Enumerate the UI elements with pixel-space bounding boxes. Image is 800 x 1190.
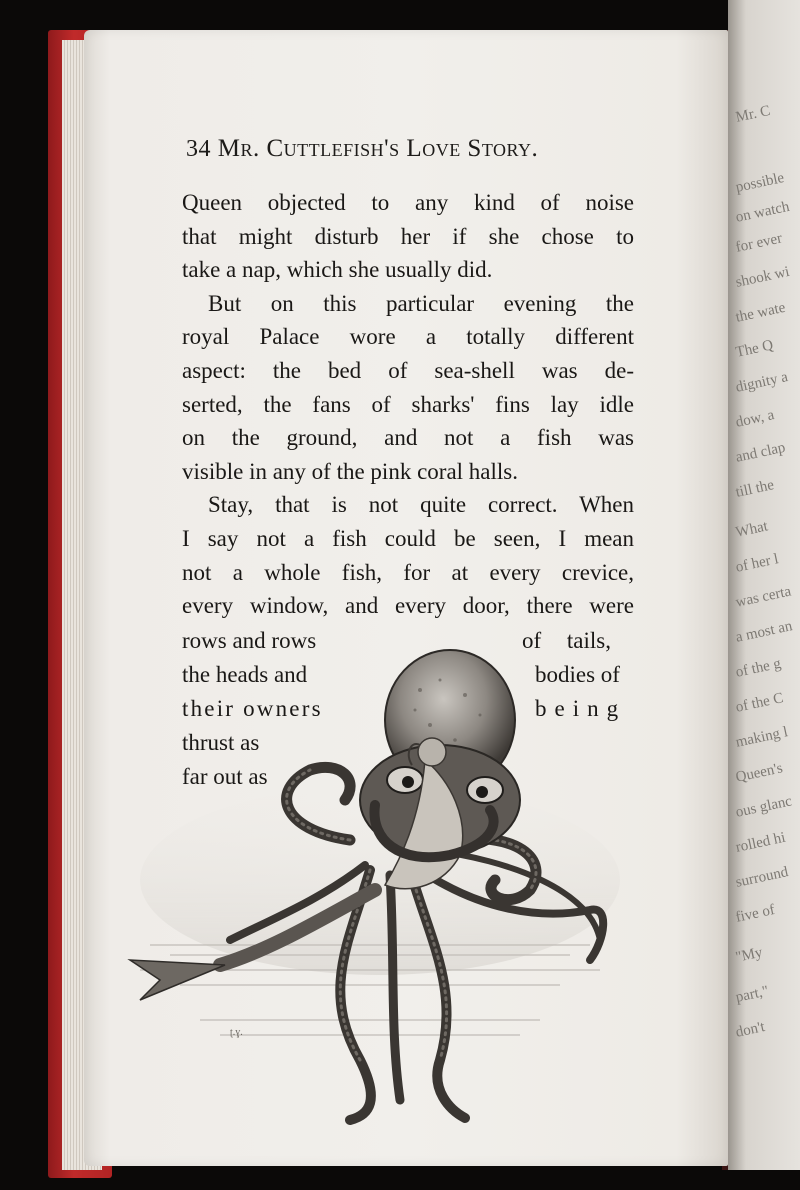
text-line: on the ground, and not a fish was (182, 425, 634, 451)
artist-mark: ʈ.ɣ. (230, 1027, 243, 1038)
facing-page-fragment: of the C (734, 690, 785, 716)
page-number: 34 (186, 136, 211, 162)
text-line: aspect: the bed of sea-shell was de- (182, 357, 634, 383)
facing-page-fragment: a most an (734, 618, 794, 646)
text-line: visible in any of the pink coral halls. (182, 458, 518, 484)
facing-page-fragment: and clap (734, 439, 787, 466)
wrap-left-line: thrust as (182, 730, 260, 755)
facing-page-fragment: part," (734, 983, 771, 1006)
text-line: I say not a fish could be seen, I mean (182, 525, 634, 551)
facing-page-fragment: of her l (734, 551, 780, 576)
facing-page-fragment: for ever (734, 230, 784, 256)
facing-page-fragment: dow, a (734, 407, 776, 431)
facing-page-fragment: What (734, 518, 770, 541)
wrap-right-line: of tails, (522, 628, 611, 653)
wrap-left-line: their owners (182, 696, 323, 721)
text-line: not a whole fish, for at every crevice, (182, 559, 634, 585)
facing-page-fragment: "My (734, 944, 764, 966)
text-line: every window, and every door, there were (182, 593, 634, 619)
wrap-left-line: rows and rows (182, 628, 317, 653)
facing-page-fragment: five of (734, 901, 777, 926)
running-head (186, 135, 538, 163)
text-line: royal Palace wore a totally different (182, 324, 634, 350)
facing-page-fragment: possible (734, 169, 786, 196)
octopus-illustration (120, 640, 620, 1130)
facing-page-fragment: dignity a (734, 369, 790, 396)
facing-page-fragment: Mr. C (734, 102, 772, 126)
facing-page-fragment: Queen's (734, 760, 785, 786)
facing-page-fragment: making l (734, 724, 790, 751)
wrap-left-line: the heads and (182, 662, 308, 687)
text-line: serted, the fans of sharks' fins lay idle (182, 391, 634, 417)
running-title: Mr. Cuttlefish's Love Story. (217, 135, 539, 162)
facing-page-fragment: shook wi (734, 263, 791, 291)
wrap-right-line: being (535, 696, 627, 721)
facing-page-fragment: of the g (734, 655, 783, 681)
facing-page-fragment: surround (734, 864, 790, 891)
text-line: that might disturb her if she chose to (182, 223, 634, 249)
facing-page-fragment: ous glanc (734, 793, 794, 821)
text-line: Stay, that is not quite correct. When (208, 492, 634, 518)
facing-page-fragment: was certa (734, 583, 793, 611)
facing-page (728, 0, 800, 1170)
facing-page-fragment: don't (734, 1019, 767, 1041)
facing-page-fragment: the wate (734, 299, 787, 326)
facing-page-fragment: The Q (734, 337, 775, 361)
text-line: But on this particular evening the (208, 290, 634, 316)
wrap-right-line: bodies of (535, 662, 620, 687)
facing-page-fragment: rolled hi (734, 829, 787, 856)
facing-page-fragment: till the (734, 477, 776, 501)
wrap-left-line: far out as (182, 764, 268, 789)
body-text (182, 186, 634, 623)
text-line: take a nap, which she usually did. (182, 257, 493, 283)
facing-page-fragment: on watch (734, 198, 791, 226)
text-line: Queen objected to any kind of noise (182, 190, 634, 215)
